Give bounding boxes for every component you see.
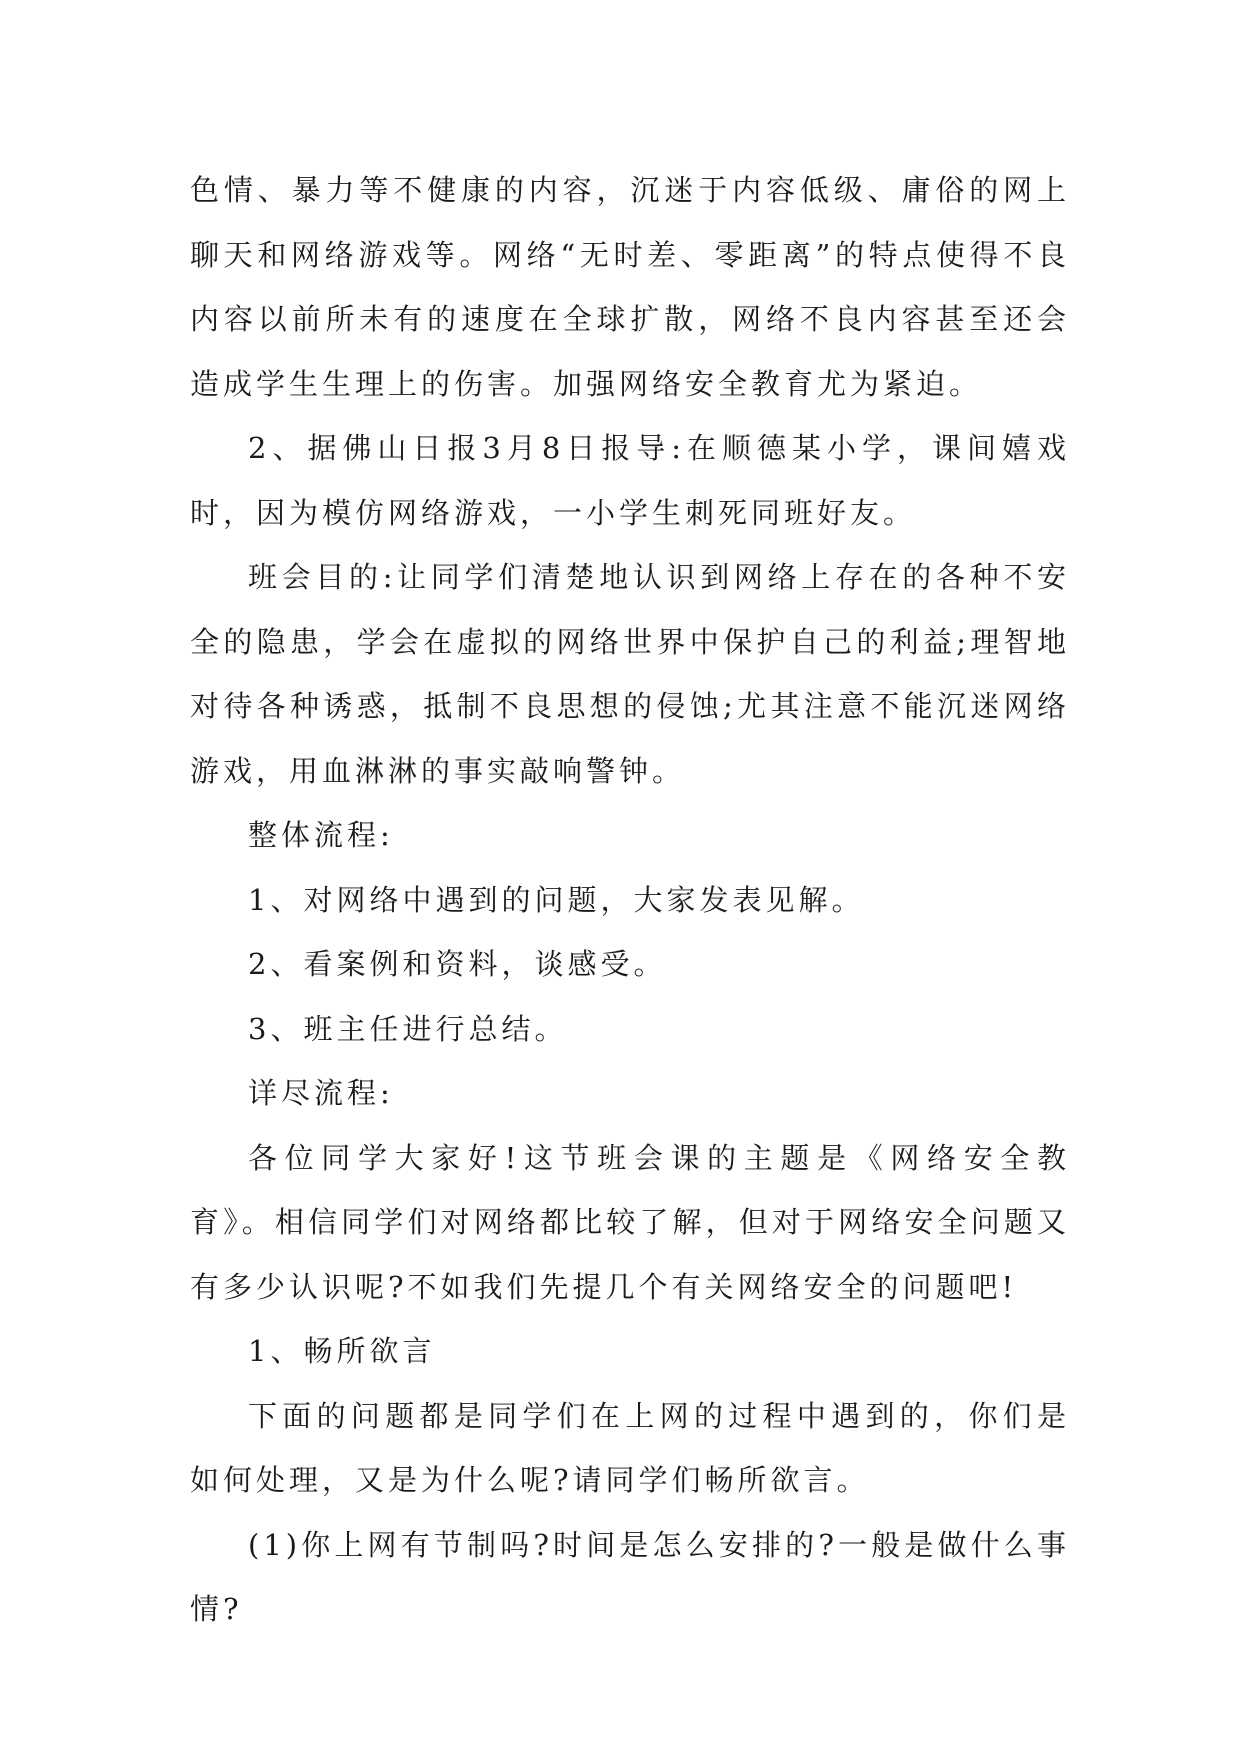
paragraph-introduction: 各位同学大家好!这节班会课的主题是《网络安全教育》。相信同学们对网络都比较了解，但对于网络安全问题又有多少认识呢?不如我们先提几个有关网络安全的问题吧! <box>190 1140 1070 1304</box>
question-1: (1)你上网有节制吗?时间是怎么安排的?一般是做什么事情? <box>190 1527 1070 1626</box>
paragraph-news-report: 2、据佛山日报3月8日报导:在顺德某小学，课间嬉戏时，因为模仿网络游戏，一小学生刺死同班好友。 <box>190 431 1070 530</box>
heading-overall-process: 整体流程: <box>248 818 394 852</box>
paragraph-speak-freely: 下面的问题都是同学们在上网的过程中遇到的，你们是如何处理，又是为什么呢?请同学们畅所欲言。 <box>190 1398 1070 1497</box>
list-item-process-3: 3、班主任进行总结。 <box>248 1011 568 1046</box>
paragraph-continuation: 色情、暴力等不健康的内容，沉迷于内容低级、庸俗的网上聊天和网络游戏等。网络“无时差、零距离”的特点使得不良内容以前所未有的速度在全球扩散，网络不良内容甚至还会造成学生生理上的伤害。加强网络安全教育尤为紧迫。 <box>190 173 1070 401</box>
heading-detailed-process: 详尽流程: <box>248 1076 394 1110</box>
heading-speak-freely: 1、畅所欲言 <box>248 1334 436 1368</box>
list-item-process-1: 1、对网络中遇到的问题，大家发表见解。 <box>248 882 865 917</box>
body-text <box>190 158 1070 1642</box>
paragraph-meeting-purpose: 班会目的:让同学们清楚地认识到网络上存在的各种不安全的隐患，学会在虚拟的网络世界中保护自己的利益;理智地对待各种诱惑，抵制不良思想的侵蚀;尤其注意不能沉迷网络游戏，用血淋淋的事实敲响警钟。 <box>190 560 1070 788</box>
list-item-process-2: 2、看案例和资料，谈感受。 <box>248 947 667 981</box>
